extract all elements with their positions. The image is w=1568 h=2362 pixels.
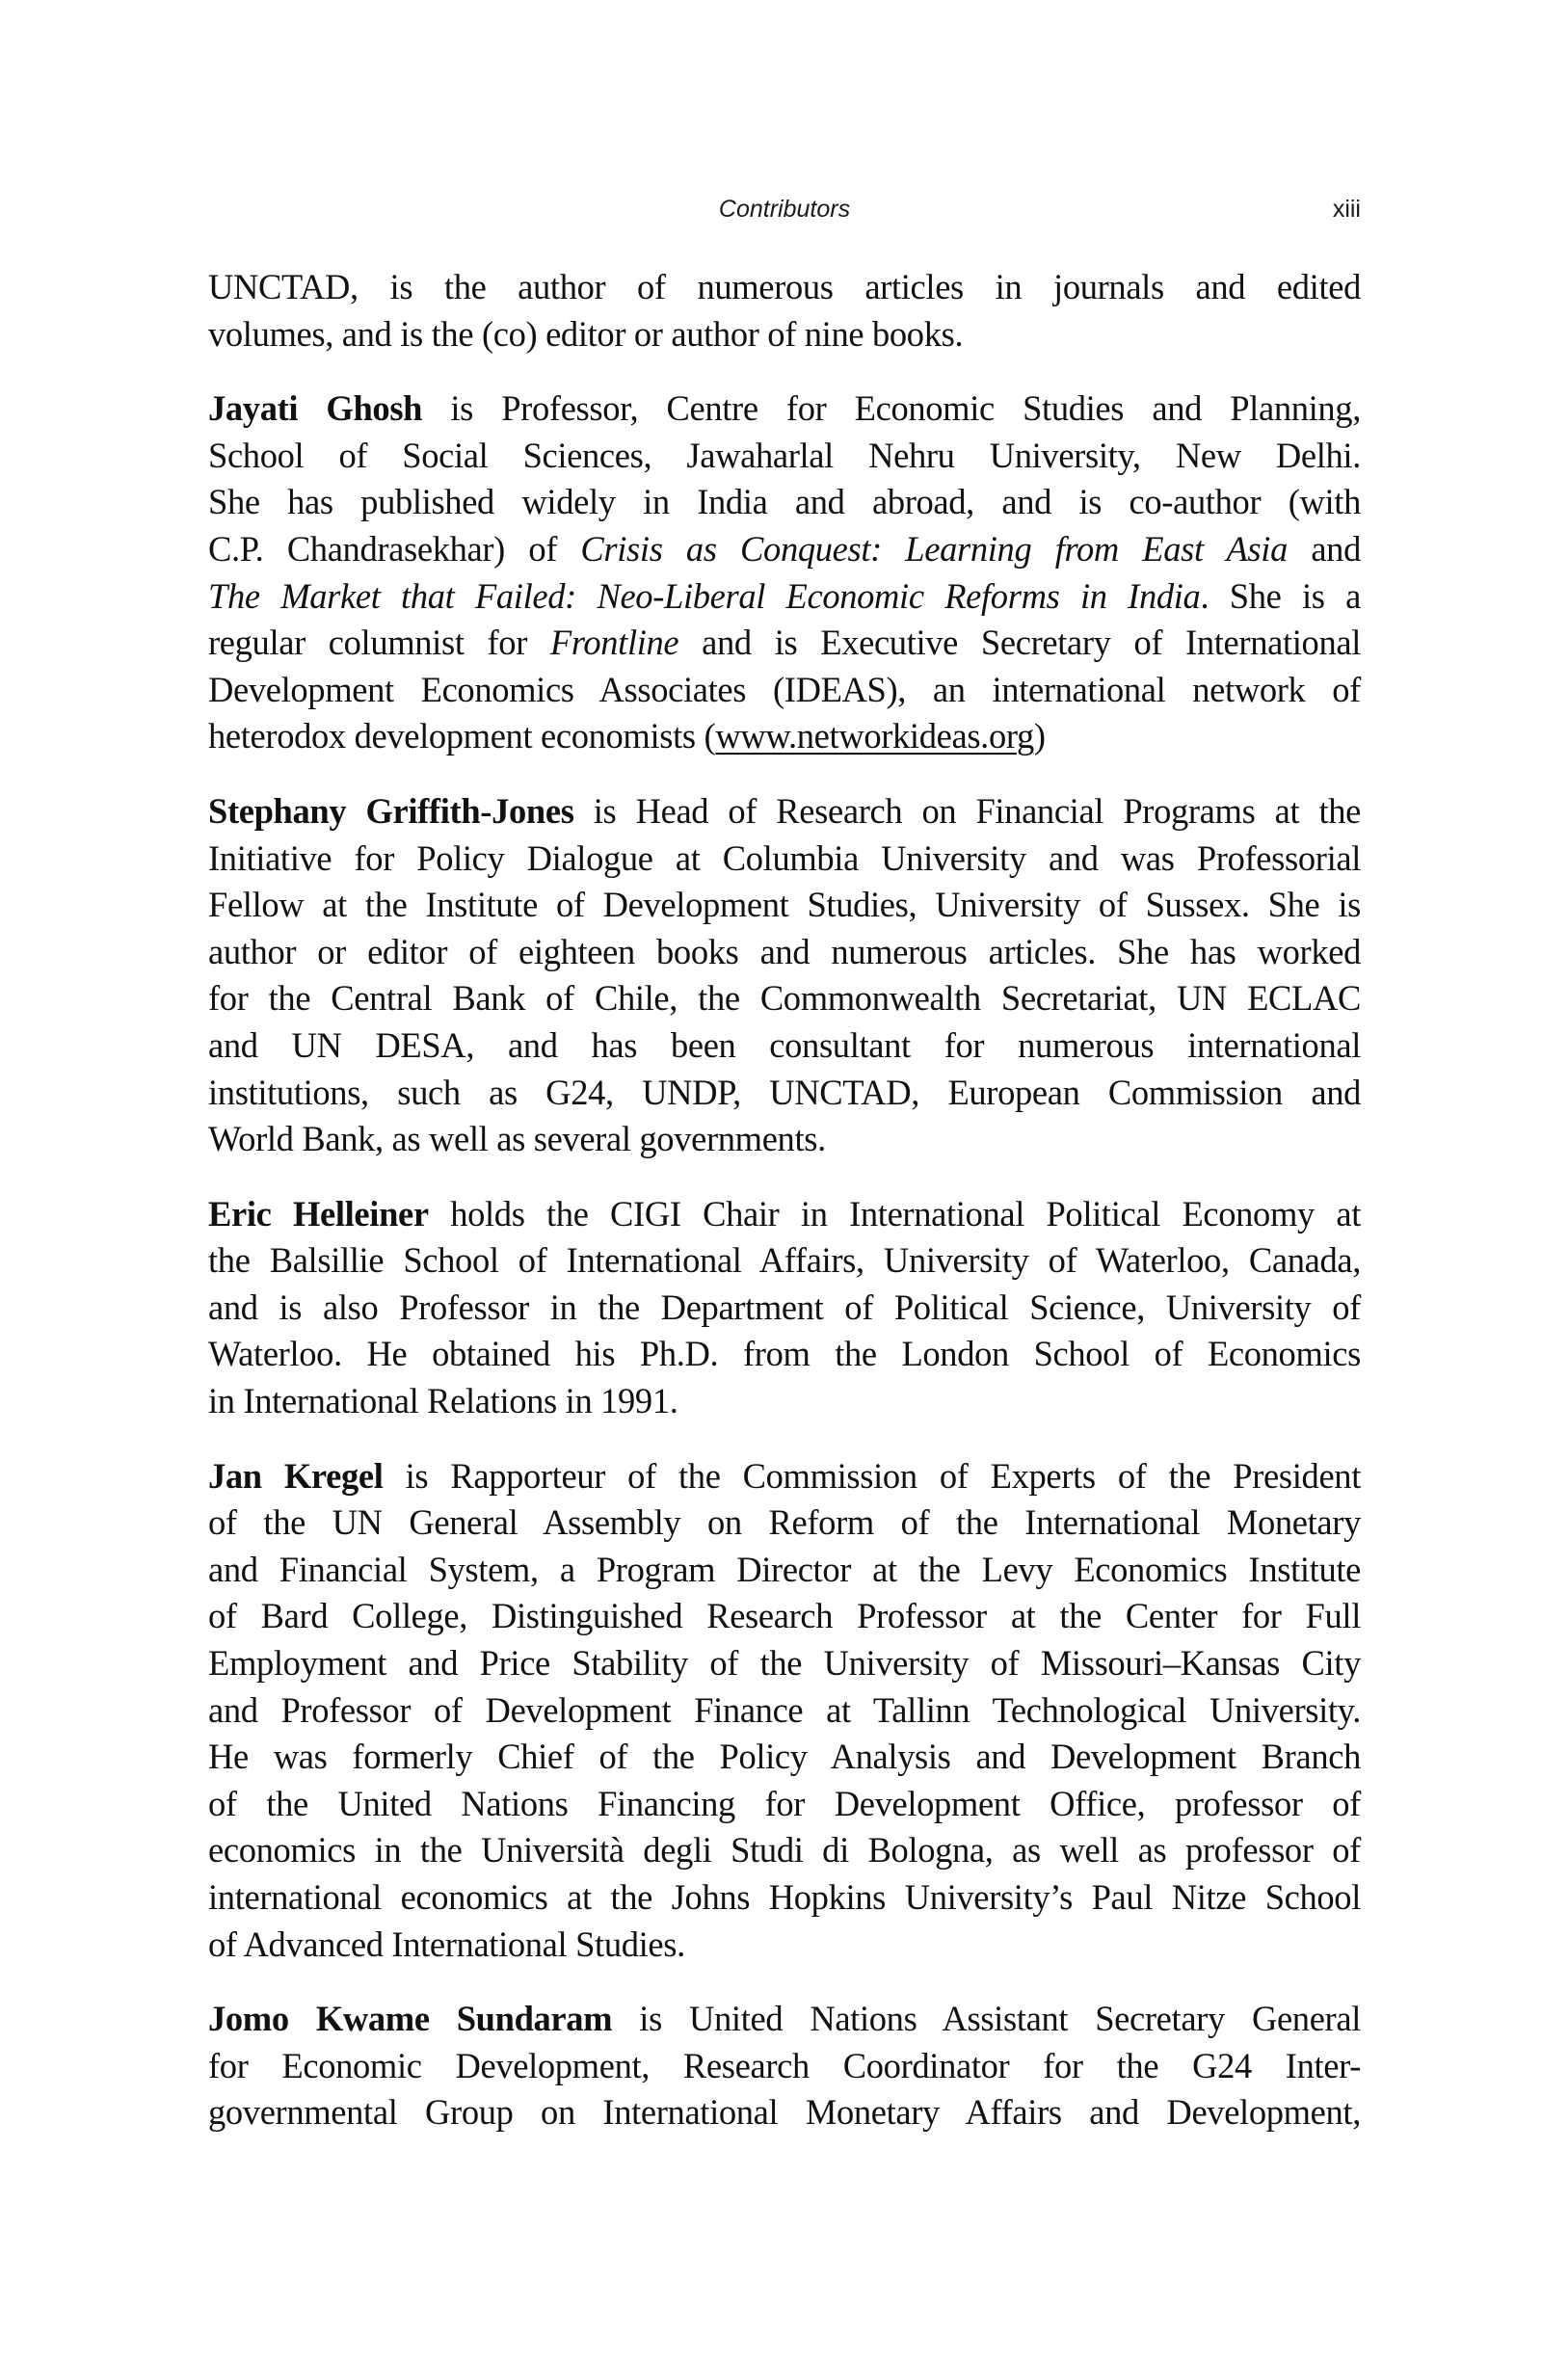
text-line: Stephany Griffith-Jones is Head of Research on Financial Programs at the — [208, 790, 1361, 831]
text-line: heterodox development economists (www.networkideas.org) — [208, 716, 1046, 756]
contributor-entry-eric-helleiner — [208, 1191, 1361, 1425]
text-line: for Economic Development, Research Coordinator for the G24 Inter- — [208, 2045, 1361, 2085]
text-line: Jayati Ghosh is Professor, Centre for Economic Studies and Planning, — [208, 388, 1361, 429]
publication-title: Frontline — [549, 623, 679, 663]
text-line: of the United Nations Financing for Development Office, professor of — [208, 1783, 1361, 1823]
text-line: international economics at the Johns Hopkins University’s Paul Nitze School — [208, 1877, 1361, 1917]
text-line: Initiative for Policy Dialogue at Columbia University and was Professorial — [208, 837, 1361, 878]
text-line: governmental Group on International Monetary Affairs and Development, — [208, 2092, 1361, 2133]
text-line: economics in the Università degli Studi di Bologna, as well as professor of — [208, 1830, 1361, 1871]
text-line: Eric Helleiner holds the CIGI Chair in International Political Economy at — [208, 1193, 1362, 1234]
text-line: Jomo Kwame Sundaram is United Nations Assistant Secretary General — [208, 1999, 1361, 2039]
text-line: the Balsillie School of International Affairs, University of Waterloo, Canada, — [208, 1240, 1361, 1281]
text-line: volumes, and is the (co) editor or author of nine books. — [208, 313, 964, 354]
contributor-name: Eric Helleiner — [208, 1193, 429, 1234]
text-line: Jan Kregel is Rapporteur of the Commission of Experts of the President — [208, 1455, 1361, 1496]
text-line: The Market that Failed: Neo-Liberal Economic Reforms in India. She is a — [208, 575, 1362, 616]
text-line: World Bank, as well as several governments. — [208, 1119, 826, 1159]
running-title: Contributors — [718, 196, 851, 223]
text-line: for the Central Bank of Chile, the Commonwealth Secretariat, UN ECLAC — [208, 978, 1361, 1019]
contributor-name: Jayati Ghosh — [208, 388, 423, 429]
text-line: and Professor of Development Finance at Tallinn Technological University. — [208, 1689, 1361, 1730]
text-line: and is also Professor in the Department of Political Science, University of — [208, 1287, 1361, 1327]
text-line: of Bard College, Distinguished Research Professor at the Center for Full — [208, 1596, 1361, 1636]
text-line: institutions, such as G24, UNDP, UNCTAD, European Commission and — [208, 1072, 1361, 1112]
text-line: Development Economics Associates (IDEAS), an international network of — [208, 669, 1361, 709]
text-line: in International Relations in 1991. — [208, 1381, 678, 1421]
contributor-name: Stephany Griffith-Jones — [208, 790, 574, 831]
text-line: of Advanced International Studies. — [208, 1924, 685, 1964]
contributors-body — [208, 264, 1361, 2164]
text-line: and UN DESA, and has been consultant for numerous international — [208, 1024, 1361, 1065]
text-line: UNCTAD, is the author of numerous articles in journals and edited — [208, 267, 1361, 306]
text-line: author or editor of eighteen books and numerous articles. She has worked — [208, 931, 1361, 971]
text-line: Fellow at the Institute of Development Studies, University of Sussex. She is — [208, 885, 1361, 925]
text-line: regular columnist for Frontline and is Executive Secretary of International — [208, 623, 1361, 663]
text-line: Employment and Price Stability of the University of Missouri–Kansas City — [208, 1643, 1361, 1684]
text-line: C.P. Chandrasekhar) of Crisis as Conquest: Learning from East Asia and — [208, 528, 1361, 569]
contributor-entry-continuation — [208, 264, 1361, 358]
text-line: and Financial System, a Program Director at the Levy Economics Institute — [208, 1549, 1361, 1589]
text-line: He was formerly Chief of the Policy Analysis and Development Branch — [208, 1737, 1361, 1777]
text-line: of the UN General Assembly on Reform of the International Monetary — [208, 1502, 1361, 1543]
contributor-entry-jomo-kwame-sundaram — [208, 1996, 1361, 2136]
page-number: xiii — [1332, 196, 1361, 223]
contributor-name: Jan Kregel — [208, 1455, 384, 1496]
book-title: Crisis as Conquest: Learning from East Asia — [580, 528, 1288, 569]
running-head — [208, 196, 1361, 225]
website-link[interactable]: www.networkideas.org — [715, 716, 1034, 756]
text-line: She has published widely in India and abroad, and is co-author (with — [208, 482, 1361, 522]
contributor-entry-jayati-ghosh — [208, 385, 1361, 760]
book-title: The Market that Failed: Neo-Liberal Economic Reforms in India — [208, 575, 1201, 616]
text-line: School of Social Sciences, Jawaharlal Nehru University, New Delhi. — [208, 435, 1361, 475]
contributor-entry-jan-kregel — [208, 1453, 1361, 1969]
contributor-entry-stephany-griffith-jones — [208, 788, 1361, 1163]
contributor-name: Jomo Kwame Sundaram — [208, 1999, 613, 2039]
text-line: Waterloo. He obtained his Ph.D. from the London School of Economics — [208, 1334, 1361, 1374]
